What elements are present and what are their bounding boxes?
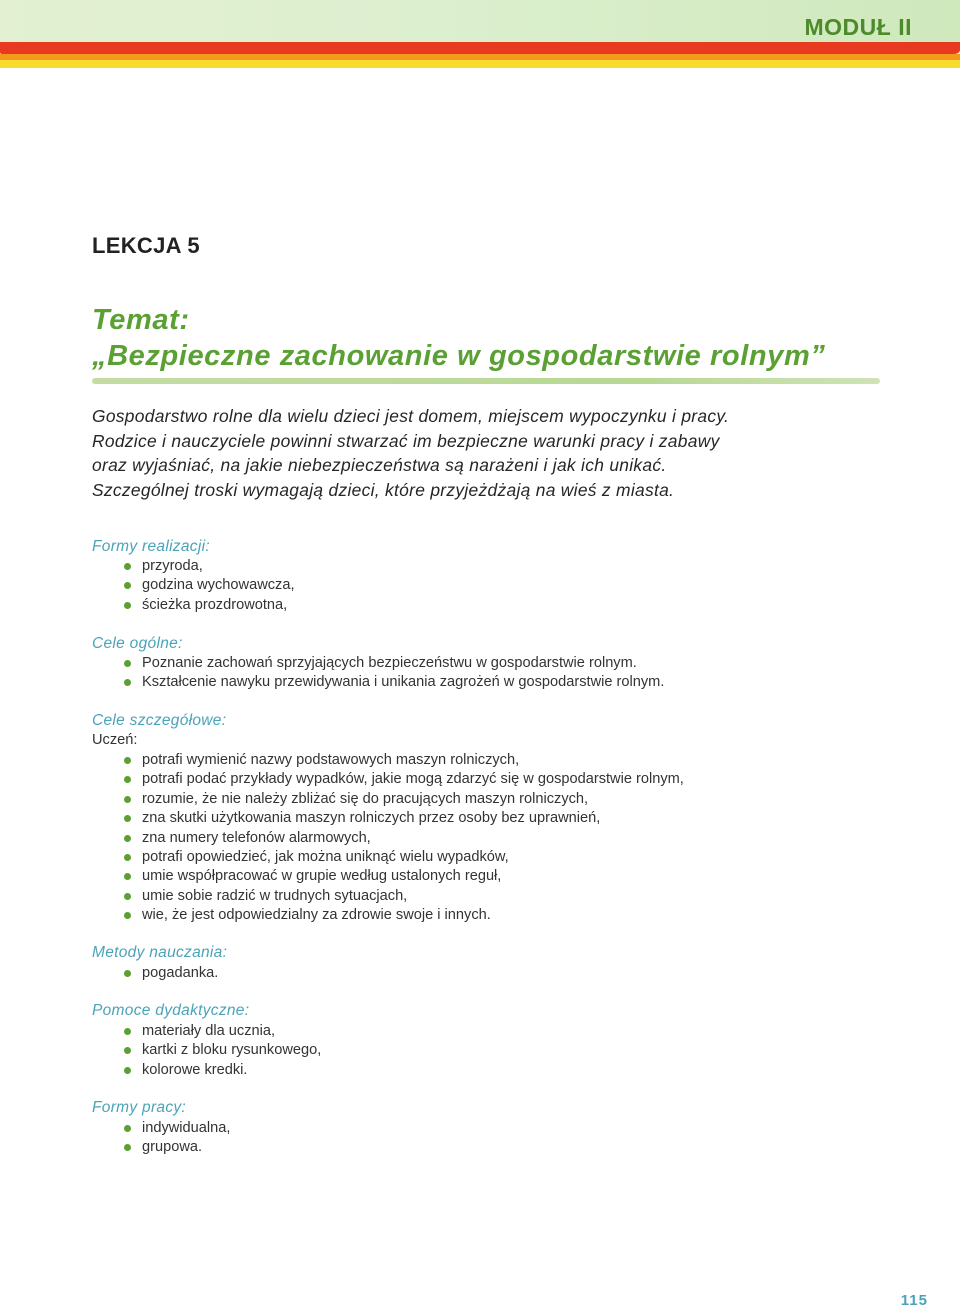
bullet-icon	[124, 970, 131, 977]
intro-paragraph	[92, 404, 872, 502]
work-forms-title: Formy pracy:	[92, 1099, 187, 1116]
topic-label: Temat:	[92, 304, 190, 336]
list-item: zna numery telefonów alarmowych,	[124, 829, 684, 848]
list-item: Kształcenie nawyku przewidywania i unikania zagrożeń w gospodarstwie rolnym.	[124, 673, 664, 692]
page-number: 115	[900, 1292, 928, 1309]
list-item: rozumie, że nie należy zbliżać się do pracujących maszyn rolniczych,	[124, 790, 684, 809]
list-item: umie współpracować w grupie według ustalonych reguł,	[124, 867, 684, 886]
bullet-icon	[124, 776, 131, 783]
list-item: godzina wychowawcza,	[124, 576, 295, 595]
bullet-icon	[124, 893, 131, 900]
detailed-goals-title: Cele szczegółowe:	[92, 712, 227, 729]
lesson-heading: LEKCJA 5	[92, 233, 200, 258]
list-item: potrafi wymienić nazwy podstawowych maszyn rolniczych,	[124, 751, 684, 770]
bullet-icon	[124, 660, 131, 667]
list-item: indywidualna,	[124, 1119, 230, 1138]
bullet-icon	[124, 1028, 131, 1035]
header-stripe-yellow	[0, 60, 960, 68]
bullet-icon	[124, 1125, 131, 1132]
forms-list	[124, 557, 295, 615]
list-item: materiały dla ucznia,	[124, 1022, 321, 1041]
topic-underline	[92, 378, 880, 384]
detailed-goals-list	[124, 751, 684, 926]
forms-title: Formy realizacji:	[92, 538, 210, 555]
bullet-icon	[124, 563, 131, 570]
bullet-icon	[124, 854, 131, 861]
aids-title: Pomoce dydaktyczne:	[92, 1002, 250, 1019]
general-goals-title: Cele ogólne:	[92, 635, 183, 652]
bullet-icon	[124, 796, 131, 803]
header-stripe-red	[0, 42, 960, 54]
general-goals-list	[124, 654, 664, 693]
bullet-icon	[124, 679, 131, 686]
work-forms-list	[124, 1119, 230, 1158]
bullet-icon	[124, 835, 131, 842]
aids-list	[124, 1022, 321, 1080]
intro-line: Gospodarstwo rolne dla wielu dzieci jest domem, miejscem wypoczynku i pracy.	[92, 406, 730, 426]
intro-line: Szczególnej troski wymagają dzieci, które przyjeżdżają na wieś z miasta.	[92, 479, 675, 500]
bullet-icon	[124, 1067, 131, 1074]
topic-title: „Bezpieczne zachowanie w gospodarstwie rolnym”	[92, 340, 826, 372]
list-item: umie sobie radzić w trudnych sytuacjach,	[124, 887, 684, 906]
intro-line: Rodzice i nauczyciele powinni stwarzać im bezpieczne warunki pracy i zabawy	[92, 430, 720, 451]
bullet-icon	[124, 1047, 131, 1054]
bullet-icon	[124, 912, 131, 919]
bullet-icon	[124, 873, 131, 880]
bullet-icon	[124, 602, 131, 609]
list-item: zna skutki użytkowania maszyn rolniczych przez osoby bez uprawnień,	[124, 809, 684, 828]
list-item: Poznanie zachowań sprzyjających bezpieczeństwu w gospodarstwie rolnym.	[124, 654, 664, 673]
list-item: potrafi opowiedzieć, jak można uniknąć wielu wypadków,	[124, 848, 684, 867]
bullet-icon	[124, 815, 131, 822]
module-label: MODUŁ II	[804, 14, 912, 40]
intro-line: oraz wyjaśniać, na jakie niebezpieczeństwa są narażeni i jak ich unikać.	[92, 455, 667, 475]
list-item: pogadanka.	[124, 964, 218, 983]
list-item: wie, że jest odpowiedzialny za zdrowie swoje i innych.	[124, 906, 684, 925]
list-item: grupowa.	[124, 1138, 230, 1157]
bullet-icon	[124, 582, 131, 589]
bullet-icon	[124, 757, 131, 764]
methods-title: Metody nauczania:	[92, 944, 228, 961]
detailed-goals-intro: Uczeń:	[92, 732, 138, 748]
methods-list	[124, 964, 218, 983]
list-item: ścieżka prozdrowotna,	[124, 596, 295, 615]
list-item: kartki z bloku rysunkowego,	[124, 1041, 321, 1060]
list-item: kolorowe kredki.	[124, 1061, 321, 1080]
list-item: potrafi podać przykłady wypadków, jakie mogą zdarzyć się w gospodarstwie rolnym,	[124, 770, 684, 789]
list-item: przyroda,	[124, 557, 295, 576]
bullet-icon	[124, 1144, 131, 1151]
